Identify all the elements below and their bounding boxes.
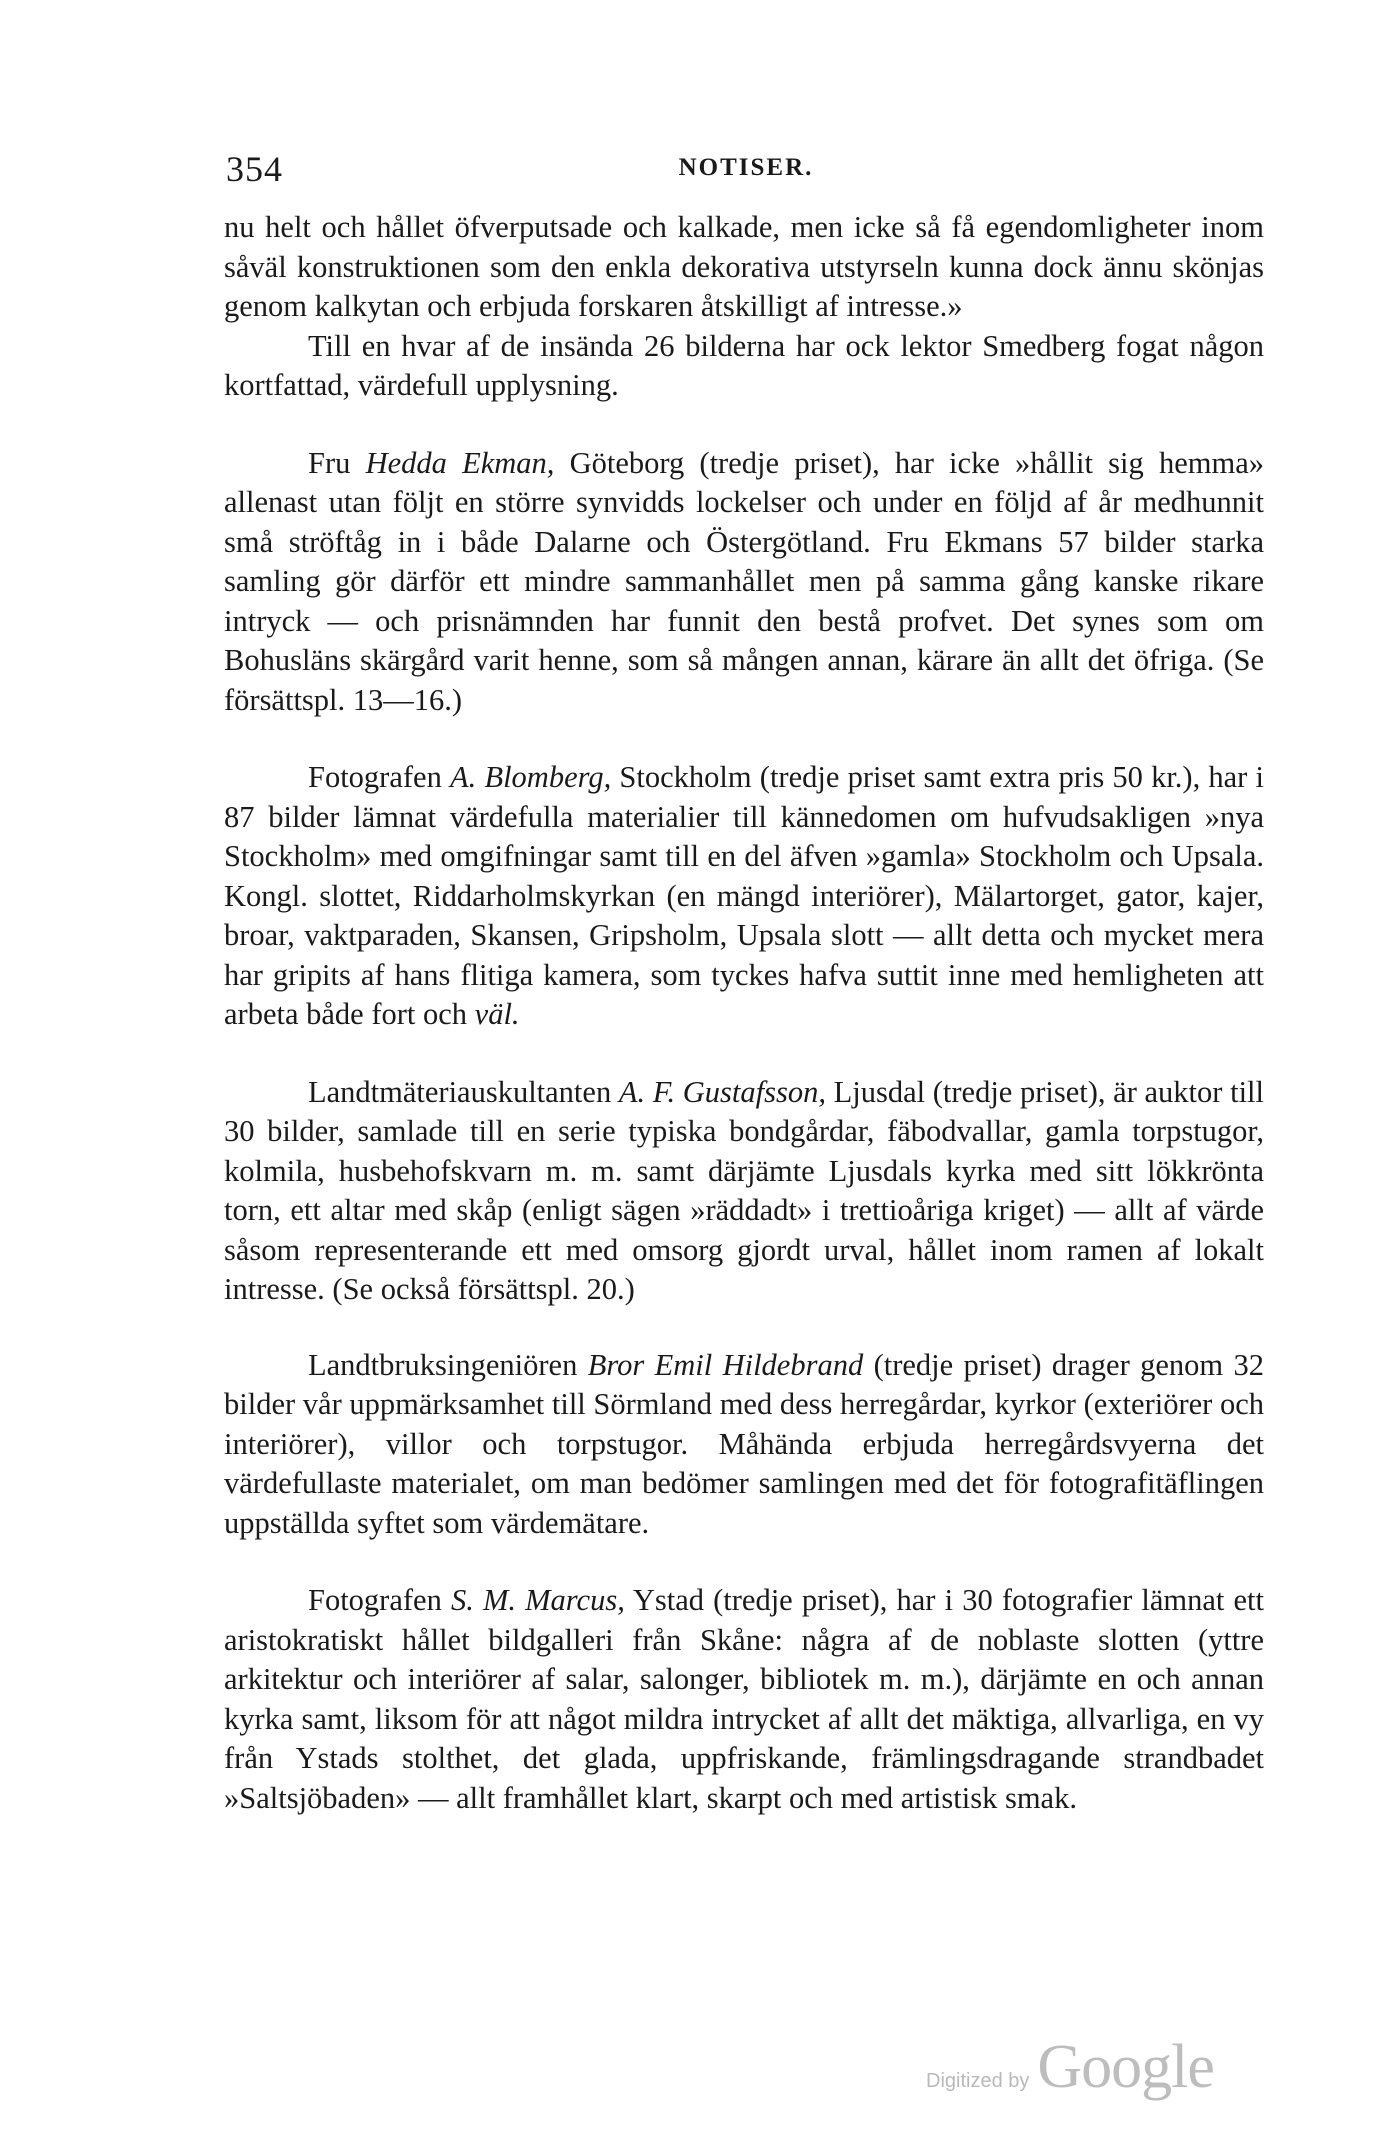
paragraph-lead: Landtmäteriauskultanten	[308, 1074, 619, 1109]
paragraph-text: (tredje priset) drager genom 32 bilder vår uppmärksamhet till Sörmland med dess herregårdar, kyrkor (exteriörer och interiörer), villor och torpstugor. Måhända erbjuda herregårdsvyerna det värdefullaste materialet, om man bedömer samlingen med det för fotografitäflingen uppställda syftet som värdemätare.	[224, 1347, 1264, 1540]
paragraph-smedberg	[224, 327, 1264, 406]
italic-word: väl.	[474, 997, 520, 1031]
paragraph-lead: Fotografen	[308, 760, 451, 794]
paragraph-lead: Fru	[308, 445, 366, 480]
running-title: NOTISER.	[678, 154, 814, 181]
body-text	[224, 208, 1264, 1818]
page-header	[226, 148, 1266, 198]
paragraph-hildebrand	[224, 1346, 1264, 1544]
watermark-prefix: Digitized by	[926, 2070, 1030, 2092]
paragraph-marcus	[224, 1581, 1264, 1818]
paragraph-ekman	[224, 444, 1264, 721]
paragraph-blomberg	[224, 758, 1264, 1035]
person-name: Bror Emil Hildebrand	[587, 1347, 864, 1382]
page-number: 354	[226, 149, 283, 189]
person-name: A. Blomberg,	[450, 760, 612, 794]
paragraph-text: nu helt och hållet öfverputsade och kalkade, men icke så få egendomligheter inom såväl konstruktionen som den enkla dekorativa utstyrseln kunna dock ännu skönjas genom kalkytan och erbjuda forskaren åtskilligt af intresse.»	[224, 210, 1264, 323]
paragraph-text: Stockholm (tredje priset samt extra pris 50 kr.), har i 87 bilder lämnat värdefulla materialier till kännedomen om hufvudsakligen »nya Stockholm» med omgifningar samt till en del äfven »gamla» Stockholm och Upsala. Kongl. slottet, Riddarholmskyrkan (en mängd interiörer), Mälartorget, gator, kajer, broar, vaktparaden, Skansen, Gripsholm, Upsala slott — allt detta och mycket mera har gripits af hans flitiga kamera, som tyckes hafva suttit inne med hemligheten att arbeta både fort och	[224, 760, 1264, 1031]
paragraph-continuation	[224, 208, 1264, 327]
paragraph-lead: Landtbruksingeniören	[308, 1347, 588, 1382]
paragraph-text: Göteborg (tredje priset), har icke »hållit sig hemma» allenast utan följt en större synvidds lockelser och under en följd af år medhunnit små ströftåg in i både Dalarne och Östergötland. Fru Ekmans 57 bilder starka samling gör därför ett mindre sammanhållet men på samma gång kanske rikare intryck — och prisnämnden har funnit den bestå profvet. Det synes som om Bohusläns skärgård varit henne, som så mången annan, kärare än allt det öfriga. (Se försättspl. 13—16.)	[224, 445, 1264, 717]
person-name: S. M. Marcus,	[450, 1583, 625, 1617]
paragraph-text: Ljusdal (tredje priset), är auktor till 30 bilder, samlade till en serie typiska bondgårdar, fäbodvallar, gamla torpstugor, kolmila, husbehofskvarn m. m. samt därjämte Ljusdals kyrka med sitt lökkrönta torn, ett altar med skåp (enligt sägen »räddadt» i trettioåriga kriget) — allt af värde såsom representerande ett med omsorg gjordt urval, hållet inom ramen af lokalt intresse. (Se också försättspl. 20.)	[224, 1074, 1264, 1306]
paragraph-lead: Fotografen	[308, 1583, 451, 1617]
digitized-by-watermark	[926, 2032, 1226, 2102]
paragraph-text: Till en hvar af de insända 26 bilderna har ock lektor Smedberg fogat någon kortfattad, värdefull upplysning.	[224, 328, 1264, 402]
paragraph-gustafsson	[224, 1073, 1264, 1310]
person-name: A. F. Gustafsson,	[618, 1074, 826, 1109]
person-name: Hedda Ekman,	[365, 445, 555, 480]
google-logo: Google	[1037, 2033, 1214, 2101]
paragraph-text: Ystad (tredje priset), har i 30 fotografier lämnat ett aristokratiskt hållet bildgalleri från Skåne: några af de noblaste slotten (yttre arkitektur och interiörer af salar, salonger, bibliotek m. m.), därjämte en och annan kyrka samt, liksom för att något mildra intrycket af allt det mäktiga, allvarliga, en vy från Ystads stolthet, det glada, uppfriskande, främlingsdragande strandbadet »Saltsjöbaden» — allt framhållet klart, skarpt och med artistisk smak.	[224, 1583, 1264, 1815]
